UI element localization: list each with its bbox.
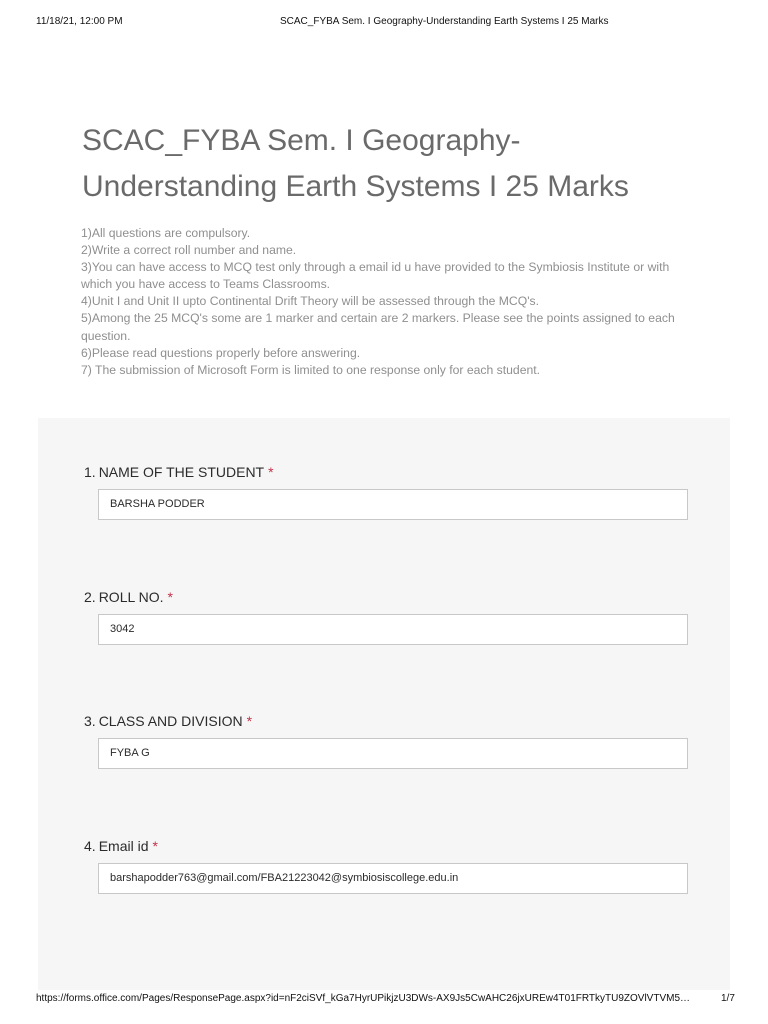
- page-number: 1/7: [721, 993, 735, 1004]
- required-asterisk: *: [152, 838, 158, 854]
- question-student-name: [84, 462, 704, 510]
- question-text: ROLL NO.: [98, 589, 164, 605]
- question-label: [84, 711, 704, 731]
- question-label: [84, 836, 704, 856]
- instructions-list: [81, 225, 691, 379]
- roll-no-field[interactable]: 3042: [98, 614, 688, 645]
- required-asterisk: *: [268, 464, 274, 480]
- required-asterisk: *: [167, 589, 173, 605]
- instruction-item: 5)Among the 25 MCQ's some are 1 marker and certain are 2 markers. Please see the points assigned to each question.: [81, 311, 675, 343]
- print-footer: [0, 993, 768, 1009]
- question-number: 1.: [84, 464, 96, 480]
- print-header: [0, 16, 768, 32]
- instruction-item: 4)Unit I and Unit II upto Continental Drift Theory will be assessed through the MCQ's.: [81, 294, 539, 309]
- print-page-title: SCAC_FYBA Sem. I Geography-Understanding Earth Systems I 25 Marks: [280, 16, 609, 27]
- instruction-item: 3)You can have access to MCQ test only through a email id u have provided to the Symbiosis Institute or with which you have access to Teams Classrooms.: [81, 260, 670, 292]
- print-date: 11/18/21, 12:00 PM: [36, 16, 123, 27]
- question-text: CLASS AND DIVISION: [98, 713, 243, 729]
- question-text: Email id: [98, 838, 149, 854]
- instruction-item: 7) The submission of Microsoft Form is limited to one response only for each student.: [81, 362, 541, 377]
- form-title: SCAC_FYBA Sem. I Geography-Understanding Earth Systems I 25 Marks: [82, 124, 629, 203]
- question-number: 4.: [84, 838, 96, 854]
- instruction-item: 1)All questions are compulsory.: [81, 226, 251, 240]
- question-label: [84, 462, 704, 482]
- email-field[interactable]: barshapodder763@gmail.com/FBA21223042@symbiosiscollege.edu.in: [98, 863, 688, 894]
- student-name-field[interactable]: BARSHA PODDER: [98, 489, 688, 520]
- question-number: 3.: [84, 713, 96, 729]
- instruction-item: 2)Write a correct roll number and name.: [81, 243, 297, 258]
- instruction-item: 6)Please read questions properly before answering.: [81, 345, 361, 360]
- question-label: [84, 587, 704, 607]
- question-email: [84, 836, 704, 884]
- question-text: NAME OF THE STUDENT: [98, 464, 265, 480]
- question-number: 2.: [84, 589, 96, 605]
- page-url: https://forms.office.com/Pages/ResponsePage.aspx?id=nF2ciSVf_kGa7HyrUPikjzU3DWs-AX9Js5CwAHC26jxUREw4T01FRTkyTU9ZOVlVTVM5…: [36, 993, 691, 1004]
- class-division-field[interactable]: FYBA G: [98, 738, 688, 769]
- required-asterisk: *: [246, 713, 253, 729]
- question-roll-no: [84, 587, 704, 635]
- question-class-division: [84, 711, 704, 759]
